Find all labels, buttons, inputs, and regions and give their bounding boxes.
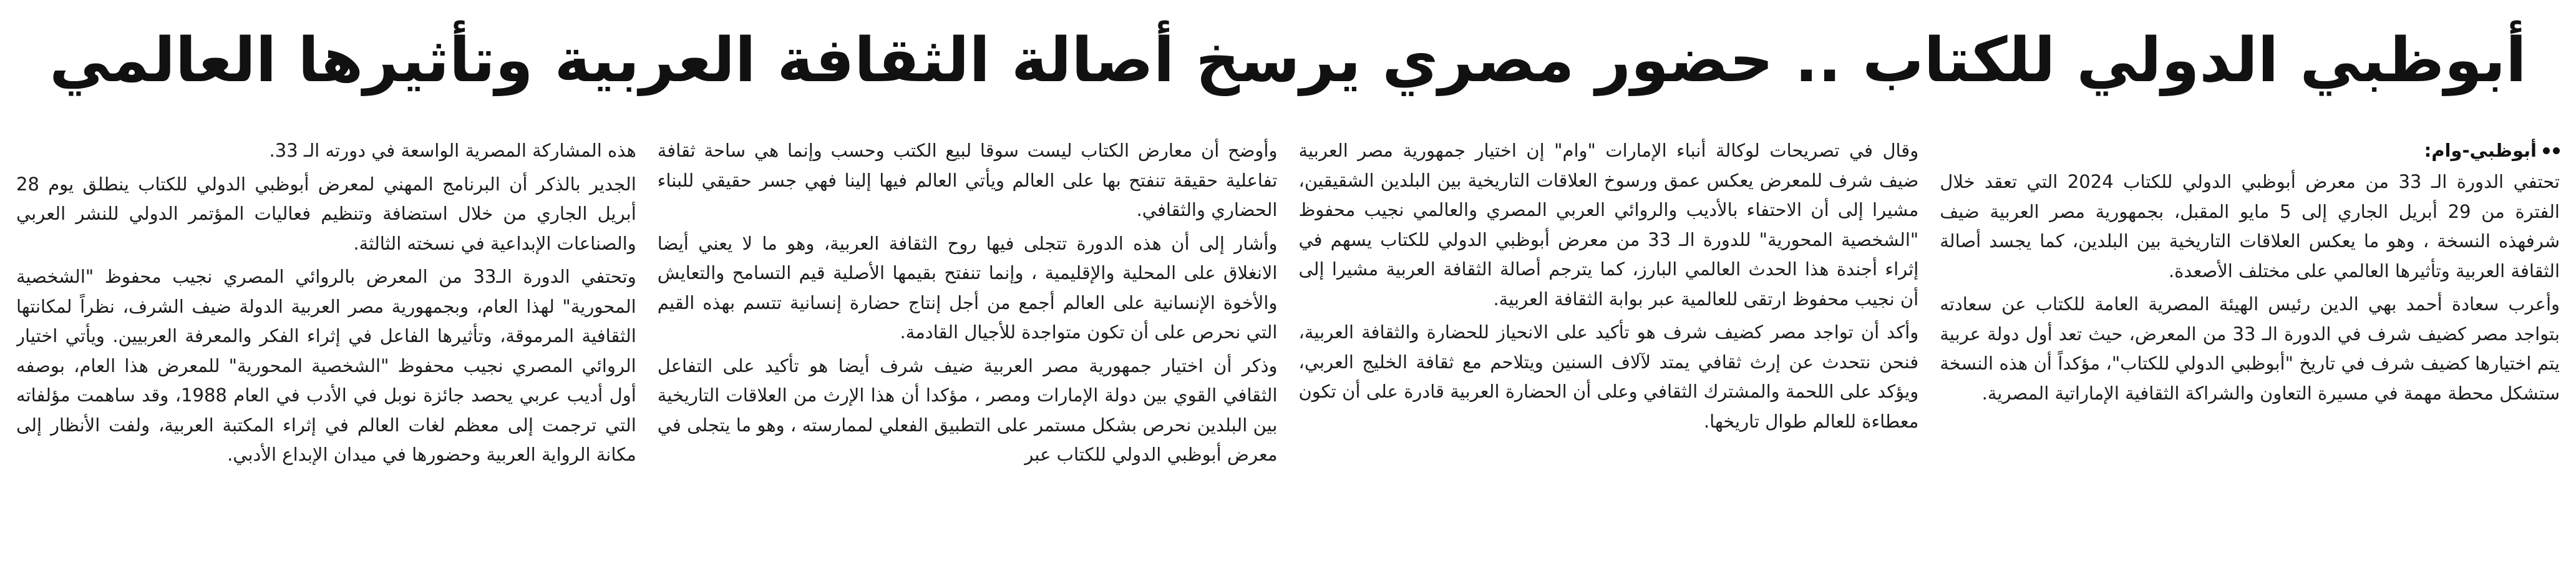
paragraph: وأعرب سعادة أحمد بهي الدين رئيس الهيئة المصرية العامة للكتاب عن سعادته بتواجد مصر كضيف شرف في الدورة الـ 33 من المعرض، حيث تعد أول دولة عربية يتم اختيارها كضيف شرف في تاريخ "أبوظبي الدولي للكتاب"، مؤكداً أن هذه النسخة ستشكل محطة مهمة في مسيرة التعاون والشراكة الثقافية الإماراتية المصرية. xyxy=(1940,293,2560,404)
article-columns xyxy=(16,136,2560,579)
paragraph: وأوضح أن معارض الكتاب ليست سوقا لبيع الكتب وحسب وإنما هي ساحة ثقافة تفاعلية حقيقة تنفتح بها على العالم ويأتي العالم فيها إلينا فهي جسر حقيقي للبناء الحضاري والثقافي. xyxy=(657,140,1278,220)
headline: أبوظبي الدولي للكتاب .. حضور مصري يرسخ أصالة الثقافة العربية وتأثيرها العالمي xyxy=(49,25,2527,96)
paragraph: وأشار إلى أن هذه الدورة تتجلى فيها روح الثقافة العربية، وهو ما لا يعني أيضا الانغلاق على المحلية والإقليمية ، وإنما تنفتح بقيمها الأصلية قيم التسامح والتعايش والأخوة الإنسانية على العالم أجمع من أجل إنتاج حضارة إنسانية تتسم بهذه القيم التي نحرص على أن تكون متواجدة للأجيال القادمة. xyxy=(657,232,1278,343)
paragraph: وتحتفي الدورة الـ33 من المعرض بالروائي المصري نجيب محفوظ "الشخصية المحورية" لهذا العام، وبجمهورية مصر العربية الدولة ضيف الشرف، نظراً لمكانتها الثقافية المرموقة، وتأثيرها الفاعل في إثراء الفكر والمعرفة العربيين. ويأتي اختيار الروائي المصري نجيب محفوظ "الشخصية المحورية" للمعرض هذا العام، بوصفه أول أديب عربي يحصد جائزة نوبل في الأدب في العام 1988، وقد ساهمت مؤلفاته التي ترجمت إلى معظم لغات العالم في إثراء المكتبة العربية، ولفت الأنظار إلى مكانة الرواية العربية وحضورها في ميدان الإبداع الأدبي. xyxy=(16,266,636,465)
article-column-1 xyxy=(1940,136,2560,579)
paragraph: هذه المشاركة المصرية الواسعة في دورته الـ 33. xyxy=(269,140,636,161)
paragraph: تحتفي الدورة الـ 33 من معرض أبوظبي الدولي للكتاب 2024 التي تعقد خلال الفترة من 29 أبريل الجاري إلى 5 مايو المقبل، بجمهورية مصر العربية ضيف شرفهذه النسخة ، وهو ما يعكس العلاقات التاريخية بين البلدين، كما يجسد أصالة الثقافة العربية وتأثيرها العالمي على مختلف الأصعدة. xyxy=(1940,171,2560,282)
article-column-2 xyxy=(1299,136,1919,579)
dateline-text: أبوظبي-وام: xyxy=(2424,140,2537,161)
article-column-3 xyxy=(658,136,1278,579)
paragraph: وذكر أن اختيار جمهورية مصر العربية ضيف شرف أيضا هو تأكيد على التفاعل الثقافي القوي بين دولة الإمارات ومصر ، مؤكدا أن هذا الإرث من العلاقات التاريخية بين البلدين نحرص بشكل مستمر على التطبيق الفعلي لممارسته ، وهو ما يتجلى في معرض أبوظبي الدولي للكتاب عبر xyxy=(657,355,1278,465)
paragraph: الجدير بالذكر أن البرنامج المهني لمعرض أبوظبي الدولي للكتاب ينطلق يوم 28 أبريل الجاري من خلال استضافة وتنظيم فعاليات المؤتمر الدولي للنشر العربي والصناعات الإبداعية في نسخته الثالثة. xyxy=(16,173,636,254)
article-column-4 xyxy=(16,136,636,579)
double-bullet-icon xyxy=(2543,147,2560,154)
paragraph: وقال في تصريحات لوكالة أنباء الإمارات "وام" إن اختيار جمهورية مصر العربية ضيف شرف للمعرض يعكس عمق ورسوخ العلاقات التاريخية بين البلدين الشقيقين، مشيرا إلى أن الاحتفاء بالأديب والروائي العربي المصري والعالمي نجيب محفوظ "الشخصية المحورية" للدورة الـ 33 من معرض أبوظبي الدولي للكتاب يسهم في إثراء أجندة هذا الحدث العالمي البارز، كما يترجم أصالة الثقافة العربية مشيرا إلى أن نجيب محفوظ ارتقى للعالمية عبر بوابة الثقافة العربية. xyxy=(1298,140,1919,310)
paragraph: وأكد أن تواجد مصر كضيف شرف هو تأكيد على الانحياز للحضارة والثقافة العربية، فنحن نتحدث عن إرث ثقافي يمتد لآلاف السنين ويتلاحم مع ثقافة الخليج العربي، ويؤكد على اللحمة والمشترك الثقافي وعلى أن الحضارة العربية قادرة على أن تكون معطاءة للعالم طوال تاريخها. xyxy=(1298,321,1919,432)
dateline xyxy=(1940,136,2560,165)
